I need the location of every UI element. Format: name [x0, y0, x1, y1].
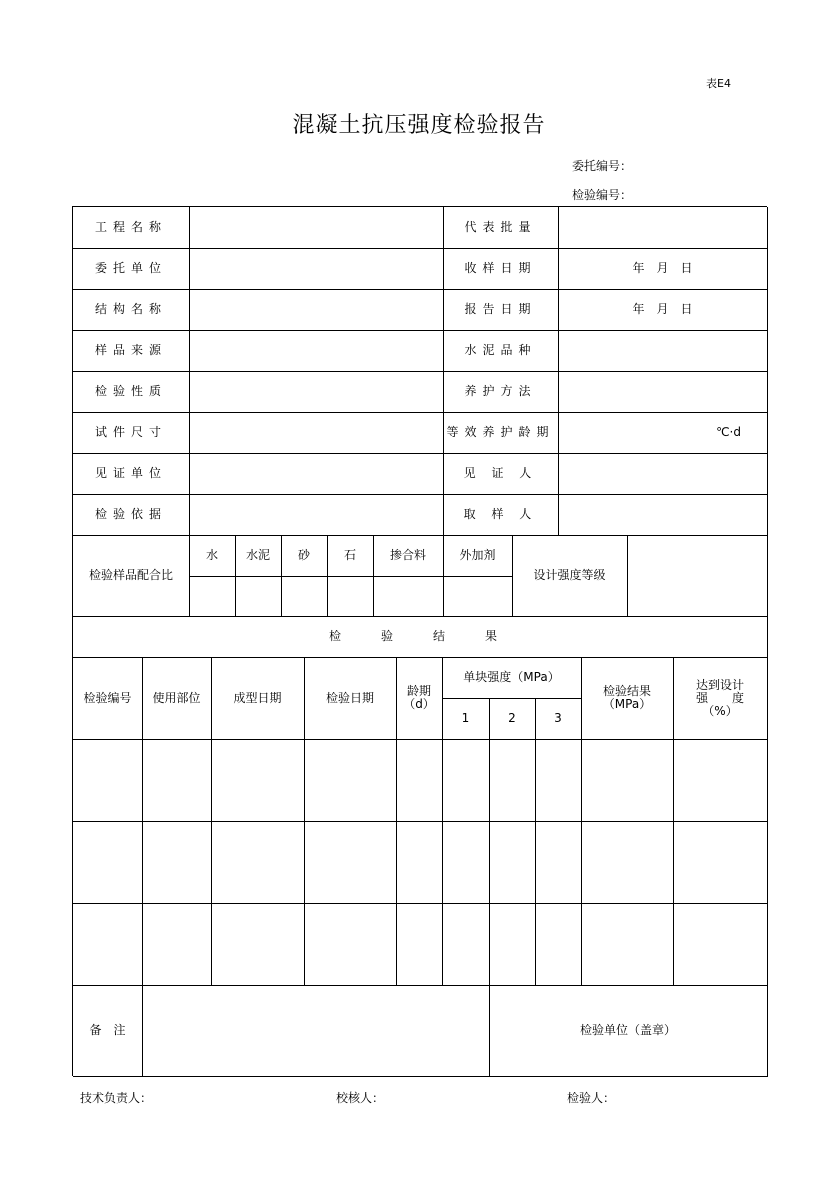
mix-column-header: 水: [189, 535, 236, 577]
result-cell[interactable]: [396, 903, 443, 986]
info-value-field[interactable]: 年 月 日: [558, 248, 768, 290]
info-value-field[interactable]: 年 月 日: [558, 289, 768, 331]
info-label: 结构名称: [73, 289, 190, 331]
form-code: 表E4: [706, 77, 731, 90]
info-label: 养护方法: [443, 371, 559, 413]
result-cell[interactable]: [581, 739, 674, 822]
info-label: 水泥品种: [443, 330, 559, 372]
info-label: 见 证 人: [443, 453, 559, 495]
result-cell[interactable]: [304, 821, 397, 904]
tech-lead-label: 技术负责人：: [80, 1091, 153, 1105]
mix-column-header: 砂: [281, 535, 328, 577]
result-cell[interactable]: [73, 821, 143, 904]
info-value-field[interactable]: [189, 330, 444, 372]
result-cell[interactable]: [535, 903, 582, 986]
info-label: 收样日期: [443, 248, 559, 290]
info-value-field[interactable]: [189, 453, 444, 495]
info-value-field[interactable]: [558, 330, 768, 372]
result-cell[interactable]: [396, 821, 443, 904]
design-grade-value[interactable]: [627, 535, 768, 617]
col-header-percent: [673, 657, 768, 740]
info-value-field[interactable]: [558, 207, 768, 249]
info-label: 检验依据: [73, 494, 190, 536]
result-cell[interactable]: [581, 821, 674, 904]
result-cell[interactable]: [442, 821, 490, 904]
info-value-field[interactable]: [189, 371, 444, 413]
mix-value-field[interactable]: [443, 576, 513, 617]
result-cell[interactable]: [673, 821, 768, 904]
percent-header-line: （%）: [702, 703, 738, 718]
col-header-s1: 1: [442, 698, 490, 740]
result-cell[interactable]: [535, 739, 582, 822]
mix-value-field[interactable]: [327, 576, 374, 617]
info-label: 等效养护龄期: [443, 412, 559, 454]
result-cell[interactable]: [142, 739, 212, 822]
seal-label: 检验单位（盖章）: [489, 985, 768, 1077]
result-cell[interactable]: [489, 821, 536, 904]
result-cell[interactable]: [673, 903, 768, 986]
remarks-label: 备 注: [73, 985, 143, 1077]
info-label: 取 样 人: [443, 494, 559, 536]
info-value-field[interactable]: [558, 371, 768, 413]
col-header-age: 龄期（d）: [396, 657, 443, 740]
percent-header-line: 强 度: [695, 690, 744, 705]
col-header-s2: 2: [489, 698, 536, 740]
col-header-part: 使用部位: [142, 657, 212, 740]
info-label: 样品来源: [73, 330, 190, 372]
result-cell[interactable]: [211, 821, 305, 904]
result-cell[interactable]: [673, 739, 768, 822]
result-cell[interactable]: [142, 821, 212, 904]
info-value-field[interactable]: [558, 494, 768, 536]
info-label: 检验性质: [73, 371, 190, 413]
info-label: 报告日期: [443, 289, 559, 331]
mix-value-field[interactable]: [281, 576, 328, 617]
design-grade-label: 设计强度等级: [512, 535, 628, 617]
result-cell[interactable]: [535, 821, 582, 904]
result-cell[interactable]: [304, 903, 397, 986]
reviewer-label: 校核人：: [336, 1091, 385, 1105]
info-label: 试件尺寸: [73, 412, 190, 454]
result-cell[interactable]: [304, 739, 397, 822]
result-cell[interactable]: [73, 739, 143, 822]
col-header-single-strength: 单块强度（MPa）: [442, 657, 582, 699]
result-cell[interactable]: [442, 739, 490, 822]
col-header-no: 检验编号: [73, 657, 143, 740]
info-value-field[interactable]: [189, 248, 444, 290]
result-cell[interactable]: [142, 903, 212, 986]
inspection-no-label: 检验编号：: [572, 188, 633, 202]
info-label: 工程名称: [73, 207, 190, 249]
report-table: [72, 206, 767, 1076]
mix-value-field[interactable]: [189, 576, 236, 617]
info-value-field[interactable]: ℃·d: [558, 412, 768, 454]
result-cell[interactable]: [489, 739, 536, 822]
info-value-field[interactable]: [189, 412, 444, 454]
col-header-s3: 3: [535, 698, 582, 740]
info-value-field[interactable]: [189, 207, 444, 249]
info-label: 代表批量: [443, 207, 559, 249]
inspector-label: 检验人：: [567, 1091, 616, 1105]
info-label: 委托单位: [73, 248, 190, 290]
page-title: 混凝土抗压强度检验报告: [292, 113, 546, 138]
result-cell[interactable]: [489, 903, 536, 986]
mix-value-field[interactable]: [235, 576, 282, 617]
mix-column-header: 水泥: [235, 535, 282, 577]
commission-no-label: 委托编号：: [572, 159, 633, 173]
info-value-field[interactable]: [189, 289, 444, 331]
mix-value-field[interactable]: [373, 576, 444, 617]
result-cell[interactable]: [211, 739, 305, 822]
info-label: 见证单位: [73, 453, 190, 495]
result-cell[interactable]: [396, 739, 443, 822]
col-header-cast-date: 成型日期: [211, 657, 305, 740]
result-cell[interactable]: [442, 903, 490, 986]
mix-column-header: 石: [327, 535, 374, 577]
mix-column-header: 外加剂: [443, 535, 513, 577]
remarks-field[interactable]: [142, 985, 490, 1077]
result-cell[interactable]: [73, 903, 143, 986]
info-value-field[interactable]: [189, 494, 444, 536]
result-cell[interactable]: [581, 903, 674, 986]
mix-ratio-label: 检验样品配合比: [73, 535, 190, 617]
col-header-result: 检验结果（MPa）: [581, 657, 674, 740]
results-title: 检 验 结 果: [73, 616, 768, 658]
col-header-test-date: 检验日期: [304, 657, 397, 740]
mix-column-header: 掺合料: [373, 535, 444, 577]
percent-header-line: 达到设计: [695, 677, 744, 692]
info-value-field[interactable]: [558, 453, 768, 495]
result-cell[interactable]: [211, 903, 305, 986]
